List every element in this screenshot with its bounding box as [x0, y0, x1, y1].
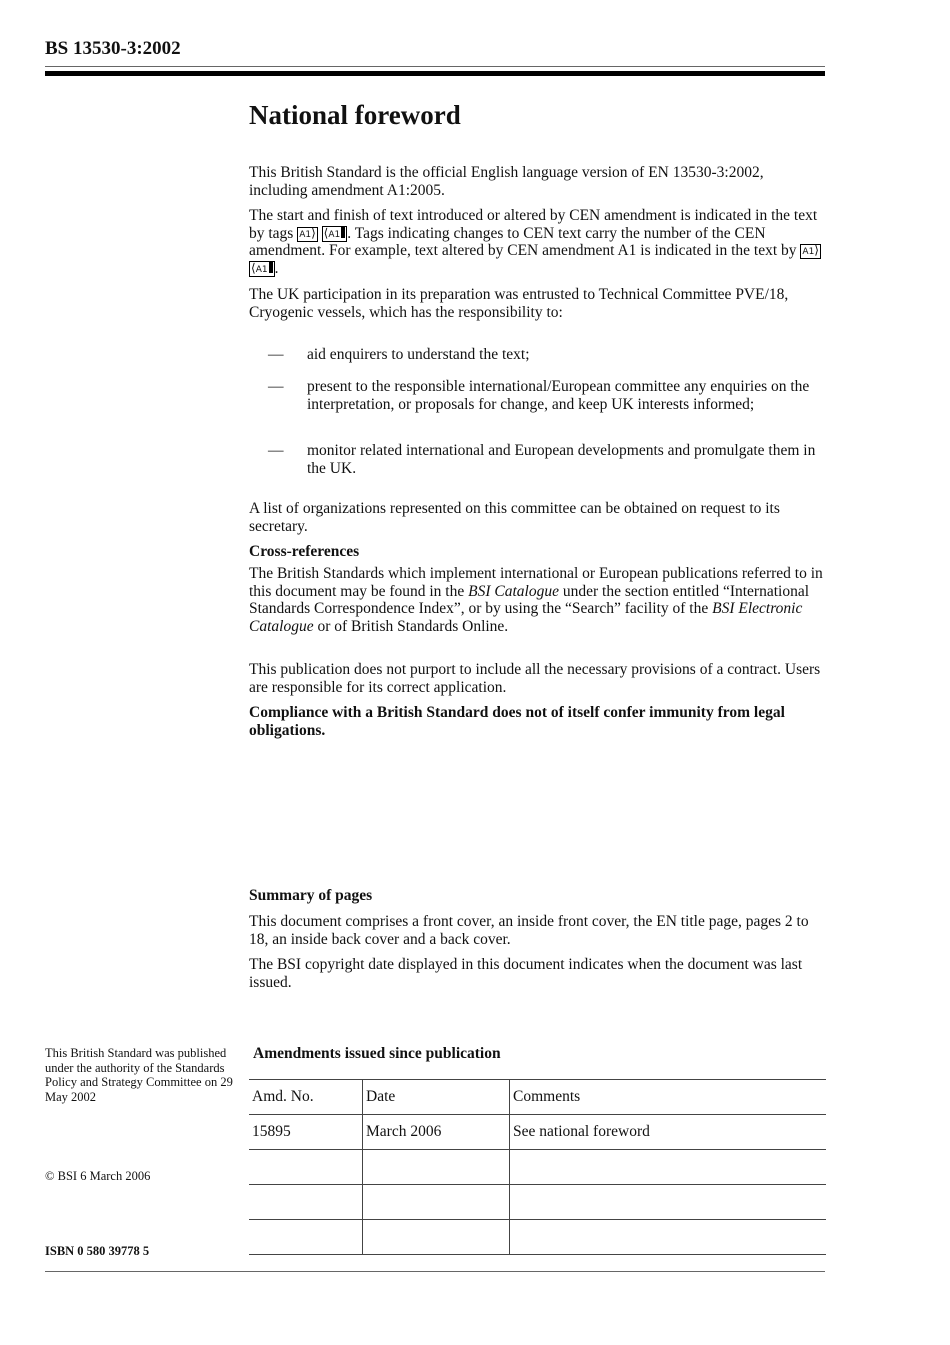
list-item: present to the responsible international/European committee any enquiries on the interpretation, or proposals for change, and keep UK interests informed;	[307, 378, 810, 413]
footer-rule	[45, 1271, 825, 1272]
table-header-row	[249, 1080, 826, 1115]
bullet-dash: —	[268, 346, 284, 363]
bullet-dash: —	[268, 378, 284, 395]
copyright-note: © BSI 6 March 2006	[45, 1169, 151, 1183]
header-amd-no: Amd. No.	[249, 1080, 363, 1115]
amd-no-cell: 15895	[249, 1115, 363, 1150]
list-item: aid enquirers to understand the text;	[307, 346, 530, 363]
comments-cell	[510, 1220, 827, 1255]
provisions-paragraph: This publication does not purport to include all the necessary provisions of a contract. Users are responsible for its correct application.	[249, 661, 821, 696]
date-cell	[363, 1220, 510, 1255]
date-cell: March 2006	[363, 1115, 510, 1150]
compliance-statement: Compliance with a British Standard does not of itself confer immunity from legal obligations.	[249, 704, 785, 739]
amendments-title: Amendments issued since publication	[253, 1045, 501, 1062]
copyright-date-paragraph: The BSI copyright date displayed in this document indicates when the document was last issued.	[249, 956, 803, 991]
header-date: Date	[363, 1080, 510, 1115]
tags-text-1: The start and finish of text introduced or altered by CEN amendment is indicated in the text by tags	[249, 207, 818, 242]
amd-no-cell	[249, 1185, 363, 1220]
list-item: monitor related international and European developments and promulgate them in the UK.	[307, 442, 816, 477]
page-title: National foreword	[249, 100, 461, 130]
header-rule-thin	[45, 66, 825, 67]
amd-no-cell	[249, 1150, 363, 1185]
date-cell	[363, 1185, 510, 1220]
summary-paragraph: This document comprises a front cover, an inside front cover, the EN title page, pages 2 to 18, an inside back cover and a back cover.	[249, 913, 809, 948]
tags-text-2: . Tags indicating changes to CEN text carry the number of the CEN amendment. For example, text altered by CEN amendment A1 is indicated in the text by	[249, 224, 797, 259]
amendment-tags-paragraph	[249, 207, 825, 277]
document-id: BS 13530-3:2002	[45, 38, 181, 59]
date-cell	[363, 1150, 510, 1185]
isbn: ISBN 0 580 39778 5	[45, 1244, 150, 1258]
header-rule-thick	[45, 71, 825, 76]
table-row	[249, 1185, 826, 1220]
comments-cell: See national foreword	[510, 1115, 827, 1150]
header-comments: Comments	[510, 1080, 827, 1115]
cross-references-paragraph: The British Standards which implement international or European publications referred to in this document may be found in the BSI Catalogue under the section entitled “International Standards Correspondence Index”, or by using the “Search” facility of the BSI Electronic Catalogue or of British Standards Online.	[249, 565, 823, 635]
cross-references-heading: Cross-references	[249, 543, 360, 560]
amendments-table	[249, 1079, 826, 1255]
amendment-end-tag-icon: ⟨ A1	[249, 261, 275, 277]
amendment-start-tag-icon: A1 ⟩	[297, 227, 318, 242]
summary-heading: Summary of pages	[249, 887, 373, 904]
amendment-start-tag-icon: A1 ⟩	[800, 244, 821, 259]
table-row	[249, 1115, 826, 1150]
amd-no-cell	[249, 1220, 363, 1255]
tags-text-3: .	[274, 259, 279, 277]
table-row	[249, 1150, 826, 1185]
table-row	[249, 1220, 826, 1255]
authority-note: This British Standard was published under the authority of the Standards Policy and Strategy Committee on 29 May 2002	[45, 1046, 233, 1104]
intro-paragraph: This British Standard is the official English language version of EN 13530-3:2002, including amendment A1:2005.	[249, 164, 764, 199]
comments-cell	[510, 1185, 827, 1220]
organizations-paragraph: A list of organizations represented on this committee can be obtained on request to its secretary.	[249, 500, 780, 535]
committee-paragraph: The UK participation in its preparation was entrusted to Technical Committee PVE/18, Cryogenic vessels, which has the responsibility to:	[249, 286, 789, 321]
bullet-dash: —	[268, 442, 284, 459]
bsi-electronic-catalogue-title: BSI Electronic Catalogue	[249, 600, 803, 635]
amendment-end-tag-icon: ⟨ A1	[322, 226, 348, 242]
bsi-catalogue-title: BSI Catalogue	[468, 582, 559, 600]
comments-cell	[510, 1150, 827, 1185]
